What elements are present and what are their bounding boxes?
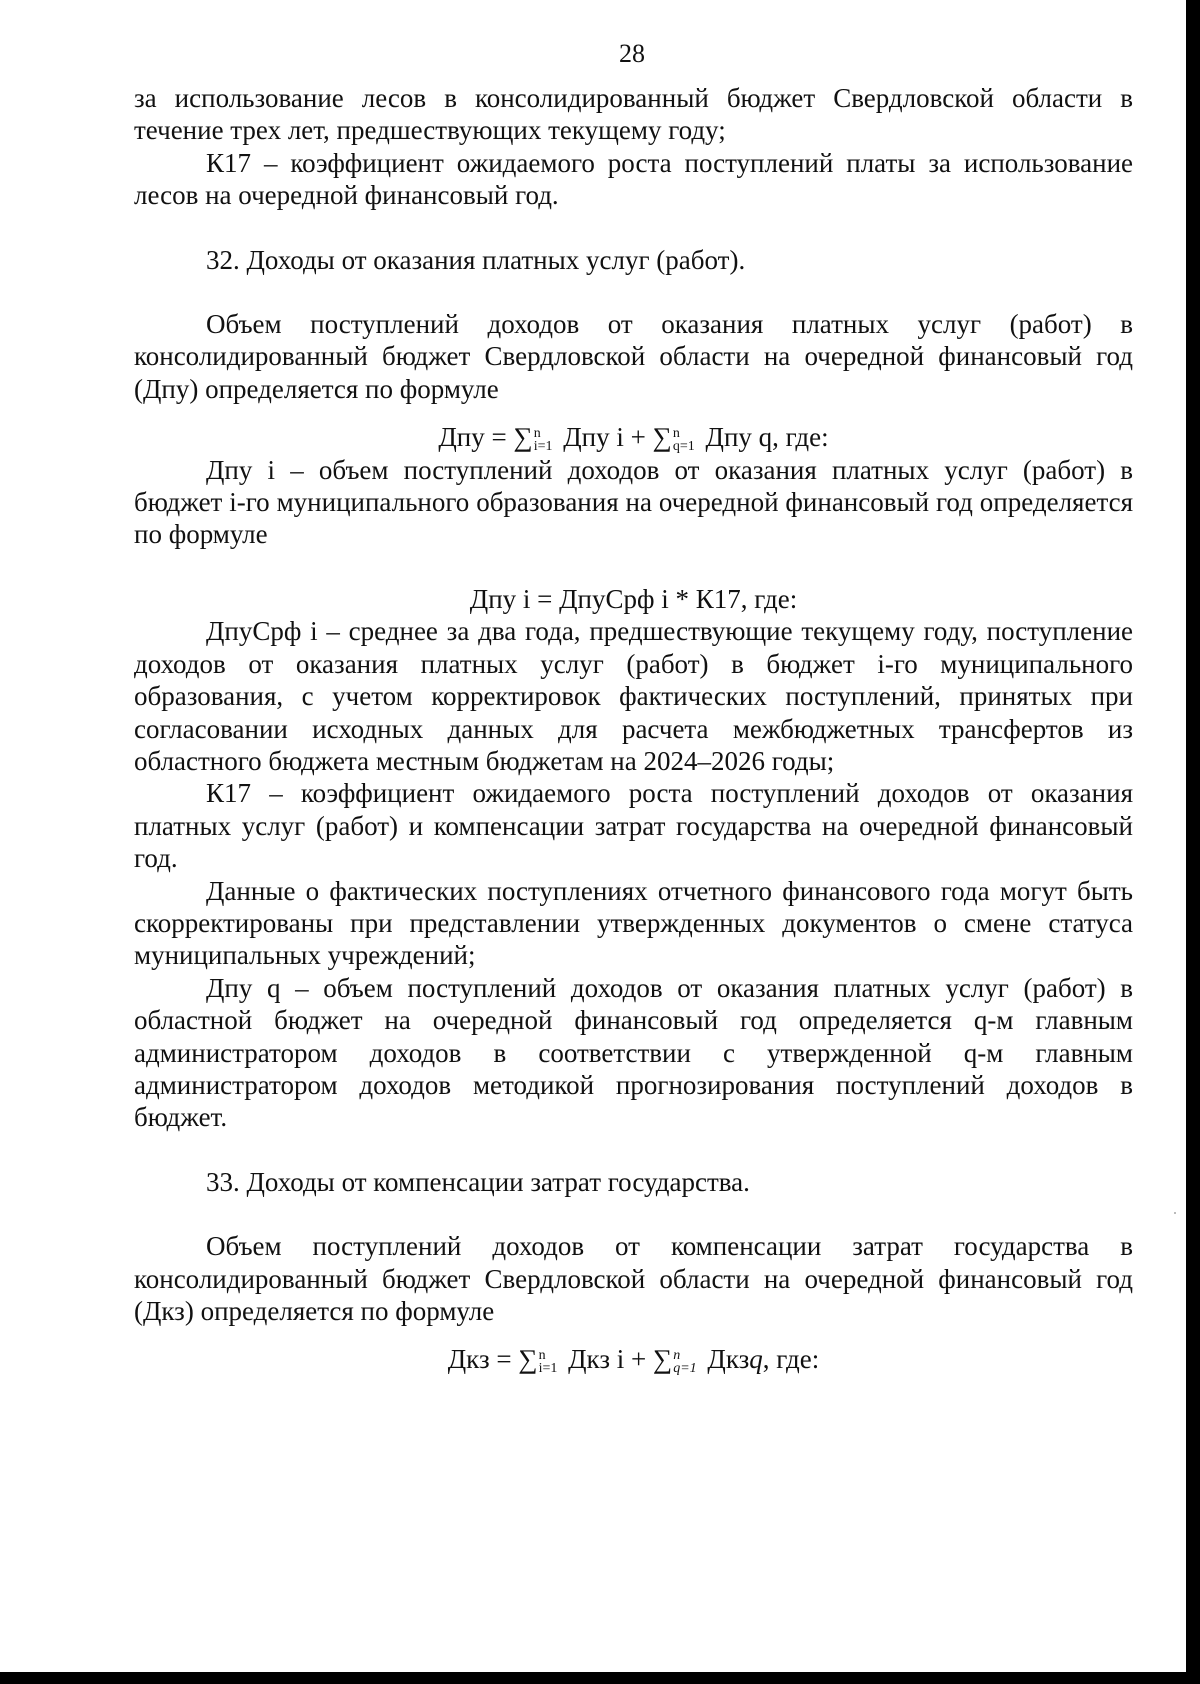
- spacer: [134, 1134, 1133, 1166]
- sum-lower-limit: i=1: [538, 1361, 558, 1377]
- formula-dpu: [134, 421, 1133, 453]
- section-heading-32: 32. Доходы от оказания платных услуг (работ).: [206, 244, 746, 275]
- spacer: [134, 276, 1133, 308]
- formula-dpu-i: Дпу i = ДпуСрф i * К17, где:: [469, 583, 798, 614]
- document-body: [134, 82, 1133, 1376]
- spacer: [134, 1198, 1133, 1230]
- formula-dkz-term1: Дкз i +: [561, 1344, 653, 1375]
- sum-sign-icon: ∑: [652, 1344, 673, 1375]
- formula-dpu-left: Дпу =: [438, 422, 514, 453]
- sum-sign-icon: ∑: [518, 1344, 538, 1375]
- paragraph-dpu-q: Дпу q – объем поступлений доходов от оказания платных услуг (работ) в областной бюджет на очередной финансовый год определяется q-м главным администратором доходов в соответствии с утвержденной q-м главным администратором доходов методикой прогнозирования поступлений доходов в бюджет.: [134, 972, 1133, 1133]
- sum-limits: [673, 427, 695, 453]
- spacer: [134, 212, 1133, 244]
- paragraph-dpu-volume: Объем поступлений доходов от оказания платных услуг (работ) в консолидированный бюджет Свердловской области на очередной финансовый год (Дпу) определяется по формуле: [134, 309, 1133, 404]
- sum-upper-limit: n: [533, 426, 541, 442]
- spacer: [134, 405, 1133, 421]
- page-number: 28: [619, 39, 645, 68]
- scan-border-bottom: [0, 1672, 1200, 1684]
- sum-lower-limit: i=1: [533, 439, 553, 455]
- scan-dot: [1174, 1212, 1176, 1214]
- paragraph-actual-data: Данные о фактических поступлениях отчетного финансового года могут быть скорректированы при представлении утвержденных документов о смене статуса муниципальных учреждений;: [134, 875, 1133, 971]
- sum-sign-icon: ∑: [652, 422, 672, 453]
- paragraph-k17-forest: К17 – коэффициент ожидаемого роста поступлений платы за использование лесов на очередной финансовый год.: [134, 147, 1133, 211]
- formula-dkz: [134, 1343, 1133, 1375]
- scan-border-right: [1186, 0, 1200, 1684]
- spacer: [134, 551, 1133, 583]
- sum-sign-icon: ∑: [513, 422, 533, 453]
- formula-dkz-tail: , где:: [762, 1344, 820, 1375]
- sum-upper-limit: n: [673, 1348, 681, 1364]
- sum-limits: [539, 1349, 558, 1375]
- spacer: [134, 1327, 1133, 1343]
- sum-lower-limit: q=1: [673, 1361, 697, 1377]
- formula-dkz-var: q: [749, 1344, 763, 1375]
- sum-limits: [673, 1349, 696, 1375]
- section-heading-33: 33. Доходы от компенсации затрат государства.: [206, 1166, 750, 1197]
- paragraph-forest-use-cont: за использование лесов в консолидированный бюджет Свердловской области в течение трех лет, предшествующих текущему году;: [134, 83, 1133, 146]
- paragraph-k17-services: К17 – коэффициент ожидаемого роста поступлений доходов от оказания платных услуг (работ) и компенсации затрат государства на очередной финансовый год.: [134, 778, 1133, 874]
- paragraph-dpusrf-i: ДпуСрф i – среднее за два года, предшествующие текущему году, поступление доходов от оказания платных услуг (работ) в бюджет i-го муниципального образования, с учетом корректировок фактических поступлений, принятых при согласовании исходных данных для расчета межбюджетных трансфертов из областного бюджета местным бюджетам на 2024–2026 годы;: [134, 616, 1133, 776]
- paragraph-dpu-i: Дпу i – объем поступлений доходов от оказания платных услуг (работ) в бюджет i-го муниципального образования на очередной финансовый год определяется по формуле: [134, 454, 1133, 550]
- paragraph-dkz-volume: Объем поступлений доходов от компенсации затрат государства в консолидированный бюджет Свердловской области на очередной финансовый год (Дкз) определяется по формуле: [134, 1231, 1133, 1326]
- formula-dpu-term1: Дпу i +: [556, 422, 653, 453]
- sum-limits: [534, 427, 553, 453]
- sum-upper-limit: n: [538, 1348, 546, 1364]
- sum-upper-limit: n: [672, 426, 680, 442]
- formula-dpu-term2: Дпу q, где:: [698, 422, 829, 453]
- formula-dkz-left: Дкз =: [447, 1344, 519, 1375]
- formula-dkz-term2: Дкз: [700, 1344, 750, 1375]
- sum-lower-limit: q=1: [672, 439, 695, 455]
